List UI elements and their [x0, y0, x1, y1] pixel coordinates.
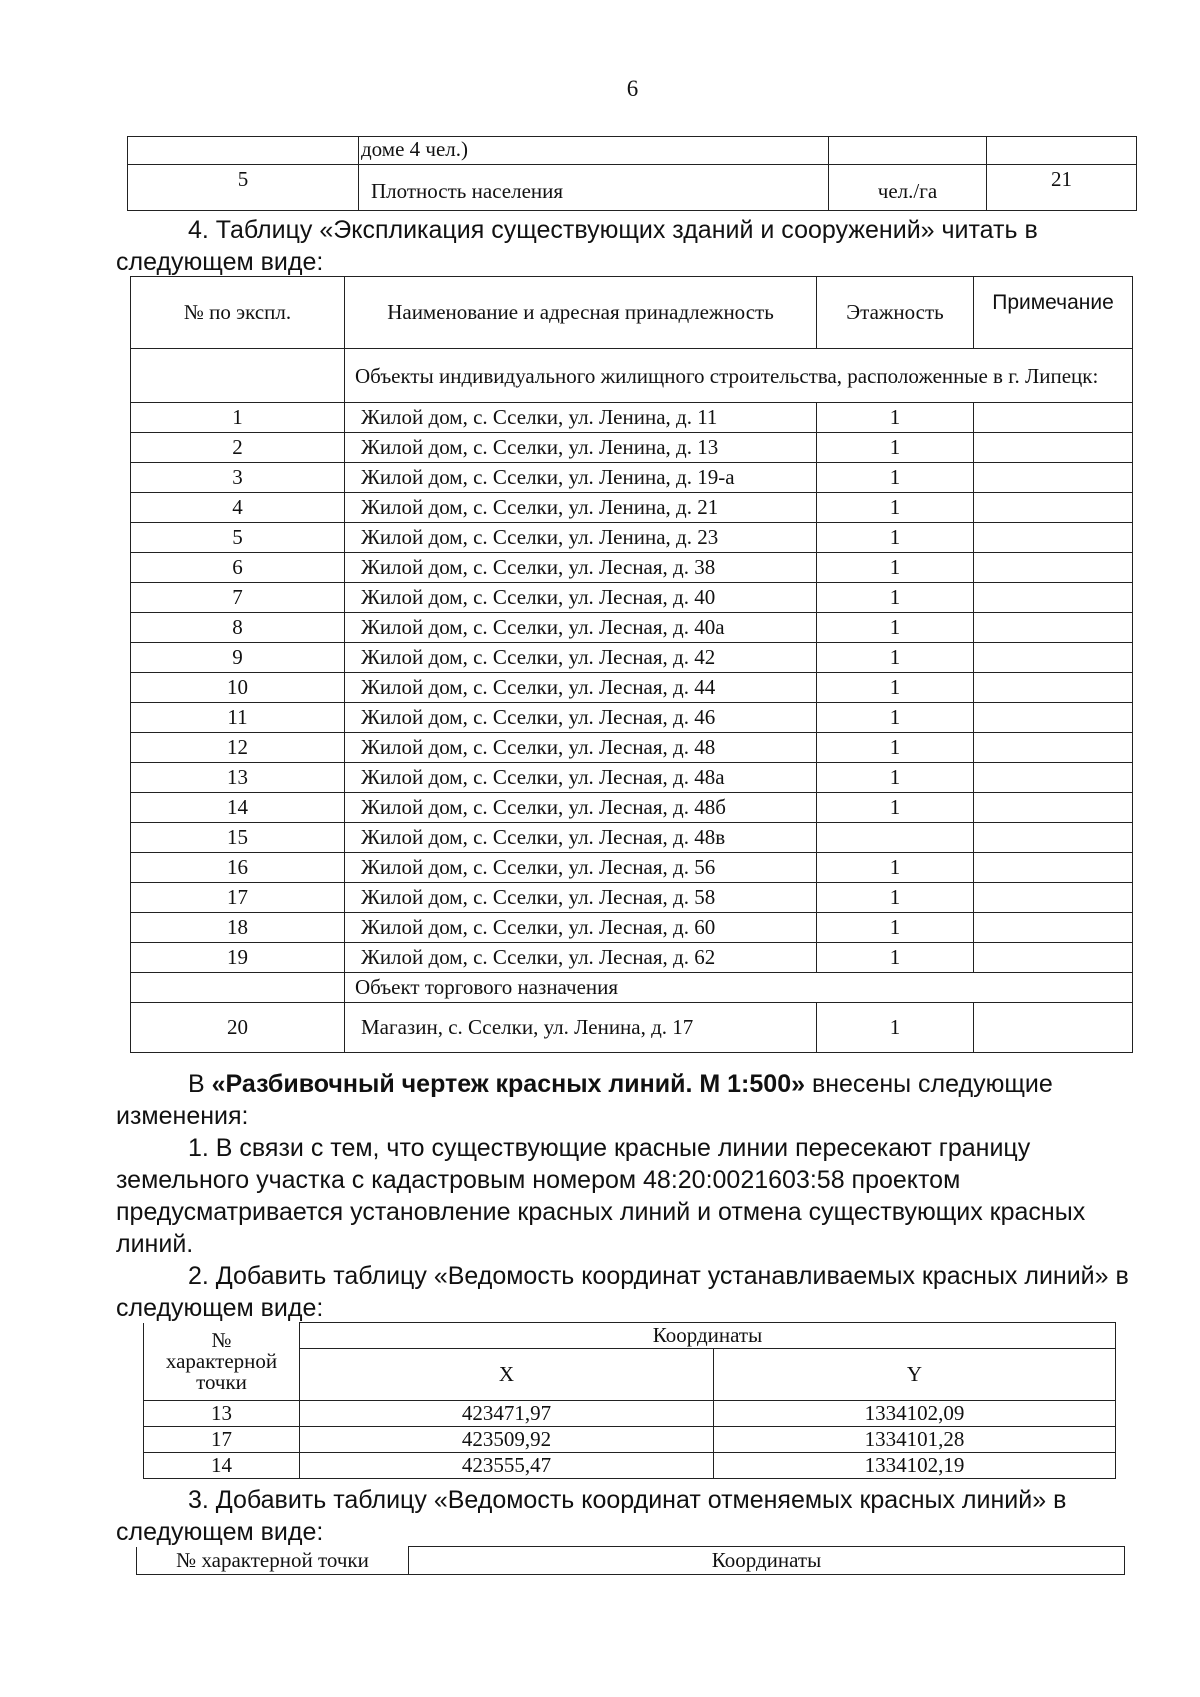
table-header-row	[131, 277, 1133, 349]
row-name: Жилой дом, с. Сселки, ул. Лесная, д. 48б	[345, 793, 817, 823]
top-table	[127, 136, 1137, 211]
x-cell: 423555,47	[300, 1453, 714, 1479]
header-x: X	[300, 1349, 714, 1401]
point-cell: 14	[144, 1453, 300, 1479]
table-row	[131, 703, 1133, 733]
table-row	[131, 643, 1133, 673]
header-num: № по экспл.	[131, 277, 345, 349]
y-cell: 1334102,19	[714, 1453, 1116, 1479]
row-name: Жилой дом, с. Сселки, ул. Лесная, д. 44	[345, 673, 817, 703]
row-name: Жилой дом, с. Сселки, ул. Лесная, д. 58	[345, 883, 817, 913]
header-coords: Координаты	[409, 1547, 1125, 1575]
table-row	[131, 493, 1133, 523]
row-floors: 1	[817, 673, 974, 703]
row-name: Жилой дом, с. Сселки, ул. Лесная, д. 62	[345, 943, 817, 973]
table-cell: 21	[987, 165, 1137, 211]
row-floors: 1	[817, 433, 974, 463]
row-name: Жилой дом, с. Сселки, ул. Лесная, д. 40а	[345, 613, 817, 643]
row-num: 15	[131, 823, 345, 853]
table-row	[131, 823, 1133, 853]
row-note	[974, 463, 1133, 493]
table-row	[144, 1427, 1116, 1453]
table-cell: 5	[128, 165, 359, 211]
row-name: Жилой дом, с. Сселки, ул. Ленина, д. 21	[345, 493, 817, 523]
row-floors: 1	[817, 703, 974, 733]
row-name: Жилой дом, с. Сселки, ул. Лесная, д. 48а	[345, 763, 817, 793]
table-row	[131, 583, 1133, 613]
row-num: 10	[131, 673, 345, 703]
table-header-row	[137, 1547, 1125, 1575]
header-y: Y	[714, 1349, 1116, 1401]
table-row	[131, 793, 1133, 823]
row-note	[974, 1003, 1133, 1053]
row-floors: 1	[817, 943, 974, 973]
drawing-suffix: внесены следующие изменения:	[116, 1070, 1053, 1130]
row-num: 1	[131, 403, 345, 433]
page-number: 6	[626, 76, 639, 101]
row-floors: 1	[817, 643, 974, 673]
table-row	[128, 137, 1137, 165]
row-num: 2	[131, 433, 345, 463]
row-num: 16	[131, 853, 345, 883]
header-point: № характерной точки	[144, 1323, 300, 1401]
table-row	[131, 1003, 1133, 1053]
header-name: Наименование и адресная принадлежность	[345, 277, 817, 349]
header-floors: Этажность	[817, 277, 974, 349]
group-residential: Объекты индивидуального жилищного строительства, расположенные в г. Липецк:	[345, 349, 1133, 403]
table-header-row	[144, 1323, 1116, 1349]
row-name: Жилой дом, с. Сселки, ул. Лесная, д. 48в	[345, 823, 817, 853]
row-note	[974, 943, 1133, 973]
drawing-prefix: В	[188, 1070, 212, 1098]
row-name: Жилой дом, с. Сселки, ул. Ленина, д. 19-а	[345, 463, 817, 493]
row-name: Жилой дом, с. Сселки, ул. Лесная, д. 40	[345, 583, 817, 613]
row-num: 13	[131, 763, 345, 793]
row-floors: 1	[817, 523, 974, 553]
item2-paragraph: 2. Добавить таблицу «Ведомость координат устанавливаемых красных линий» в следующем виде:	[116, 1262, 1129, 1322]
row-note	[974, 553, 1133, 583]
row-note	[974, 883, 1133, 913]
row-num: 17	[131, 883, 345, 913]
item3-paragraph: 3. Добавить таблицу «Ведомость координат отменяемых красных линий» в следующем виде:	[116, 1486, 1067, 1546]
row-note	[974, 673, 1133, 703]
table-row	[131, 883, 1133, 913]
row-note	[974, 913, 1133, 943]
x-cell: 423509,92	[300, 1427, 714, 1453]
row-floors: 1	[817, 853, 974, 883]
row-num: 12	[131, 733, 345, 763]
row-num: 6	[131, 553, 345, 583]
row-name: Жилой дом, с. Сселки, ул. Лесная, д. 42	[345, 643, 817, 673]
table-cell: Плотность населения	[359, 165, 829, 211]
group-commercial: Объект торгового назначения	[345, 973, 1133, 1003]
row-num: 3	[131, 463, 345, 493]
row-note	[974, 433, 1133, 463]
coords-table	[143, 1322, 1116, 1479]
row-name: Жилой дом, с. Сселки, ул. Лесная, д. 60	[345, 913, 817, 943]
table-row	[128, 165, 1137, 211]
row-num: 20	[131, 1003, 345, 1053]
drawing-paragraph	[116, 1068, 1126, 1132]
row-note	[974, 643, 1133, 673]
table-row	[144, 1401, 1116, 1427]
row-note	[974, 823, 1133, 853]
row-num: 11	[131, 703, 345, 733]
row-num: 5	[131, 523, 345, 553]
row-name: Жилой дом, с. Сселки, ул. Ленина, д. 23	[345, 523, 817, 553]
row-floors: 1	[817, 1003, 974, 1053]
row-note	[974, 853, 1133, 883]
table-row	[144, 1453, 1116, 1479]
row-floors: 1	[817, 913, 974, 943]
row-note	[974, 793, 1133, 823]
section4-intro: 4. Таблицу «Экспликация существующих зданий и сооружений» читать в следующем виде:	[116, 216, 1038, 276]
row-floors	[817, 823, 974, 853]
header-coords: Координаты	[300, 1323, 1116, 1349]
y-cell: 1334102,09	[714, 1401, 1116, 1427]
table-row	[131, 433, 1133, 463]
row-floors: 1	[817, 883, 974, 913]
row-floors: 1	[817, 583, 974, 613]
table-row	[131, 763, 1133, 793]
explication-table	[130, 276, 1133, 1053]
item1-paragraph: 1. В связи с тем, что существующие красные линии пересекают границу земельного участка с кадастровым номером 48:20:0021603:58 проектом предусматривается установление красных линий и отмена существующих красных линий.	[116, 1134, 1086, 1258]
row-note	[974, 523, 1133, 553]
table-row	[131, 523, 1133, 553]
row-note	[974, 763, 1133, 793]
row-floors: 1	[817, 463, 974, 493]
table-group-row	[131, 349, 1133, 403]
table-row	[131, 463, 1133, 493]
table-row	[131, 673, 1133, 703]
row-floors: 1	[817, 763, 974, 793]
table-row	[131, 403, 1133, 433]
row-note	[974, 703, 1133, 733]
row-name: Жилой дом, с. Сселки, ул. Лесная, д. 46	[345, 703, 817, 733]
row-num: 7	[131, 583, 345, 613]
header-note: Примечание	[974, 277, 1133, 349]
row-note	[974, 403, 1133, 433]
point-cell: 13	[144, 1401, 300, 1427]
row-name: Жилой дом, с. Сселки, ул. Лесная, д. 38	[345, 553, 817, 583]
row-note	[974, 613, 1133, 643]
row-num: 19	[131, 943, 345, 973]
row-name: Жилой дом, с. Сселки, ул. Лесная, д. 56	[345, 853, 817, 883]
table-row	[131, 913, 1133, 943]
y-cell: 1334101,28	[714, 1427, 1116, 1453]
table-row	[131, 853, 1133, 883]
row-num: 18	[131, 913, 345, 943]
point-cell: 17	[144, 1427, 300, 1453]
table-cell: доме 4 чел.)	[359, 137, 829, 165]
row-note	[974, 583, 1133, 613]
row-num: 9	[131, 643, 345, 673]
row-floors: 1	[817, 553, 974, 583]
drawing-title: «Разбивочный чертеж красных линий. М 1:500»	[211, 1070, 805, 1098]
table-row	[131, 553, 1133, 583]
row-note	[974, 733, 1133, 763]
row-name: Жилой дом, с. Сселки, ул. Ленина, д. 11	[345, 403, 817, 433]
row-name: Жилой дом, с. Сселки, ул. Ленина, д. 13	[345, 433, 817, 463]
row-num: 8	[131, 613, 345, 643]
row-note	[974, 493, 1133, 523]
row-floors: 1	[817, 793, 974, 823]
table-row	[131, 943, 1133, 973]
row-floors: 1	[817, 493, 974, 523]
row-num: 14	[131, 793, 345, 823]
header-point: № характерной точки	[137, 1547, 409, 1575]
row-floors: 1	[817, 403, 974, 433]
row-name: Жилой дом, с. Сселки, ул. Лесная, д. 48	[345, 733, 817, 763]
table-row	[131, 733, 1133, 763]
cancel-table	[136, 1546, 1125, 1575]
x-cell: 423471,97	[300, 1401, 714, 1427]
row-num: 4	[131, 493, 345, 523]
row-floors: 1	[817, 733, 974, 763]
row-name: Магазин, с. Сселки, ул. Ленина, д. 17	[345, 1003, 817, 1053]
row-floors: 1	[817, 613, 974, 643]
table-cell: чел./га	[829, 165, 987, 211]
table-group-row	[131, 973, 1133, 1003]
table-row	[131, 613, 1133, 643]
